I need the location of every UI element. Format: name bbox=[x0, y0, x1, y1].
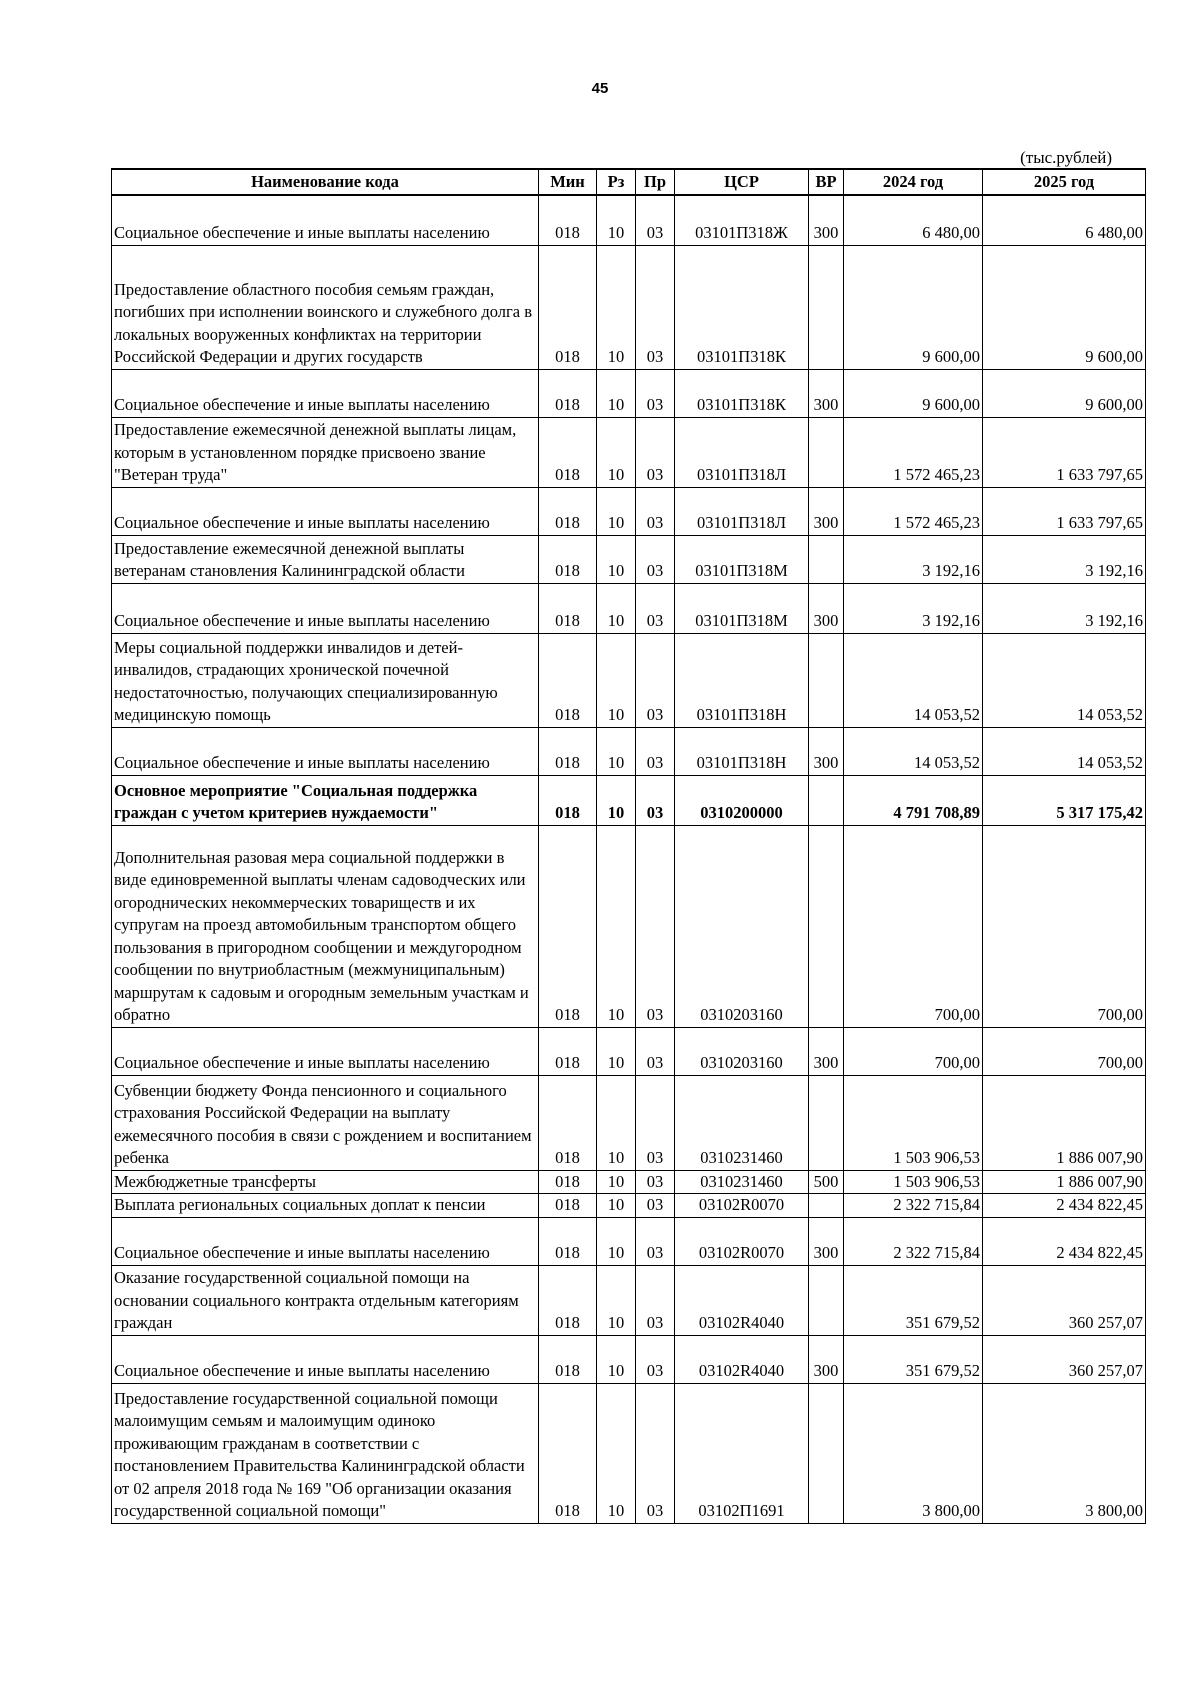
table-row bbox=[112, 535, 1146, 583]
cell-pr: 03 bbox=[636, 417, 675, 487]
cell-vr: 300 bbox=[809, 727, 844, 775]
cell-2025: 14 053,52 bbox=[983, 633, 1146, 727]
cell-vr: 300 bbox=[809, 195, 844, 245]
cell-vr bbox=[809, 775, 844, 825]
cell-min: 018 bbox=[539, 1170, 597, 1194]
cell-pr: 03 bbox=[636, 1383, 675, 1523]
cell-2024: 2 322 715,84 bbox=[844, 1217, 983, 1265]
cell-name: Предоставление государственной социальной помощи малоимущим семьям и малоимущим одиноко проживающим гражданам в соответствии с постановлением Правительства Калининградской области от 02 апреля 2018 года № 169 "Об организации оказания государственной социальной помощи" bbox=[112, 1383, 539, 1523]
cell-name: Социальное обеспечение и иные выплаты населению bbox=[112, 1027, 539, 1075]
cell-2024: 1 503 906,53 bbox=[844, 1170, 983, 1194]
cell-name: Оказание государственной социальной помощи на основании социального контракта отдельным категориям граждан bbox=[112, 1265, 539, 1335]
cell-vr bbox=[809, 535, 844, 583]
cell-csr: 03102R4040 bbox=[675, 1265, 809, 1335]
cell-csr: 03101П318Н bbox=[675, 727, 809, 775]
cell-vr bbox=[809, 417, 844, 487]
table-row bbox=[112, 487, 1146, 535]
cell-2025: 3 800,00 bbox=[983, 1383, 1146, 1523]
header-vr: ВР bbox=[809, 169, 844, 195]
cell-2024: 6 480,00 bbox=[844, 195, 983, 245]
cell-vr bbox=[809, 825, 844, 1027]
cell-vr: 300 bbox=[809, 369, 844, 417]
cell-name: Предоставление областного пособия семьям граждан, погибших при исполнении воинского и служебного долга в локальных вооруженных конфликтах на территории Российской Федерации и других государств bbox=[112, 245, 539, 369]
cell-rz: 10 bbox=[597, 727, 636, 775]
cell-pr: 03 bbox=[636, 727, 675, 775]
cell-2024: 9 600,00 bbox=[844, 245, 983, 369]
cell-csr: 03102П1691 bbox=[675, 1383, 809, 1523]
cell-2025: 6 480,00 bbox=[983, 195, 1146, 245]
cell-vr bbox=[809, 245, 844, 369]
cell-pr: 03 bbox=[636, 195, 675, 245]
cell-rz: 10 bbox=[597, 535, 636, 583]
cell-2025: 2 434 822,45 bbox=[983, 1194, 1146, 1218]
cell-rz: 10 bbox=[597, 1075, 636, 1170]
cell-csr: 03101П318Л bbox=[675, 417, 809, 487]
cell-pr: 03 bbox=[636, 775, 675, 825]
cell-vr bbox=[809, 633, 844, 727]
table-row bbox=[112, 1027, 1146, 1075]
cell-vr: 300 bbox=[809, 1027, 844, 1075]
cell-pr: 03 bbox=[636, 245, 675, 369]
cell-min: 018 bbox=[539, 1194, 597, 1218]
cell-min: 018 bbox=[539, 583, 597, 633]
cell-pr: 03 bbox=[636, 487, 675, 535]
cell-min: 018 bbox=[539, 727, 597, 775]
cell-vr bbox=[809, 1383, 844, 1523]
header-2024: 2024 год bbox=[844, 169, 983, 195]
table-row bbox=[112, 775, 1146, 825]
cell-2024: 3 192,16 bbox=[844, 583, 983, 633]
cell-2025: 5 317 175,42 bbox=[983, 775, 1146, 825]
cell-min: 018 bbox=[539, 1335, 597, 1383]
table-row bbox=[112, 583, 1146, 633]
cell-min: 018 bbox=[539, 245, 597, 369]
table-row bbox=[112, 417, 1146, 487]
cell-min: 018 bbox=[539, 1265, 597, 1335]
cell-rz: 10 bbox=[597, 1194, 636, 1218]
cell-rz: 10 bbox=[597, 633, 636, 727]
cell-pr: 03 bbox=[636, 1217, 675, 1265]
table-row bbox=[112, 1217, 1146, 1265]
cell-2024: 14 053,52 bbox=[844, 633, 983, 727]
cell-pr: 03 bbox=[636, 583, 675, 633]
cell-2025: 700,00 bbox=[983, 825, 1146, 1027]
cell-name: Социальное обеспечение и иные выплаты населению bbox=[112, 583, 539, 633]
cell-2024: 9 600,00 bbox=[844, 369, 983, 417]
cell-vr: 300 bbox=[809, 1335, 844, 1383]
cell-vr: 500 bbox=[809, 1170, 844, 1194]
cell-2025: 2 434 822,45 bbox=[983, 1217, 1146, 1265]
cell-name: Социальное обеспечение и иные выплаты населению bbox=[112, 727, 539, 775]
cell-pr: 03 bbox=[636, 1194, 675, 1218]
cell-rz: 10 bbox=[597, 245, 636, 369]
cell-min: 018 bbox=[539, 417, 597, 487]
cell-name: Социальное обеспечение и иные выплаты населению bbox=[112, 1335, 539, 1383]
table-row bbox=[112, 1265, 1146, 1335]
cell-csr: 03101П318М bbox=[675, 583, 809, 633]
table-row bbox=[112, 245, 1146, 369]
table-header-row bbox=[112, 169, 1146, 195]
cell-pr: 03 bbox=[636, 825, 675, 1027]
table-row bbox=[112, 1383, 1146, 1523]
cell-vr bbox=[809, 1075, 844, 1170]
table-row bbox=[112, 727, 1146, 775]
cell-rz: 10 bbox=[597, 1217, 636, 1265]
cell-min: 018 bbox=[539, 487, 597, 535]
cell-min: 018 bbox=[539, 633, 597, 727]
cell-csr: 03102R4040 bbox=[675, 1335, 809, 1383]
cell-2024: 700,00 bbox=[844, 825, 983, 1027]
cell-min: 018 bbox=[539, 1027, 597, 1075]
cell-csr: 03101П318М bbox=[675, 535, 809, 583]
cell-csr: 03101П318Н bbox=[675, 633, 809, 727]
cell-2024: 3 800,00 bbox=[844, 1383, 983, 1523]
cell-name: Дополнительная разовая мера социальной поддержки в виде единовременной выплаты членам садоводческих или огороднических некоммерческих товариществ и их супругам на проезд автомобильным транспортом общего пользования в пригородном сообщении и междугородном сообщении по внутриобластным (межмуниципальным) маршрутам к садовым и огородным земельным участкам и обратно bbox=[112, 825, 539, 1027]
budget-table bbox=[111, 168, 1146, 1524]
cell-csr: 0310203160 bbox=[675, 825, 809, 1027]
cell-name: Социальное обеспечение и иные выплаты населению bbox=[112, 369, 539, 417]
cell-name: Выплата региональных социальных доплат к пенсии bbox=[112, 1194, 539, 1218]
cell-name: Социальное обеспечение и иные выплаты населению bbox=[112, 195, 539, 245]
units-label: (тыс.рублей) bbox=[1020, 148, 1112, 167]
cell-vr bbox=[809, 1265, 844, 1335]
cell-name: Основное мероприятие "Социальная поддержка граждан с учетом критериев нуждаемости" bbox=[112, 775, 539, 825]
cell-rz: 10 bbox=[597, 775, 636, 825]
cell-rz: 10 bbox=[597, 1383, 636, 1523]
cell-2025: 700,00 bbox=[983, 1027, 1146, 1075]
table-row bbox=[112, 1075, 1146, 1170]
cell-min: 018 bbox=[539, 825, 597, 1027]
cell-name: Меры социальной поддержки инвалидов и детей-инвалидов, страдающих хронической почечной недостаточностью, получающих специализированную медицинскую помощь bbox=[112, 633, 539, 727]
cell-rz: 10 bbox=[597, 369, 636, 417]
cell-vr bbox=[809, 1194, 844, 1218]
cell-2024: 1 503 906,53 bbox=[844, 1075, 983, 1170]
cell-min: 018 bbox=[539, 1383, 597, 1523]
cell-2024: 351 679,52 bbox=[844, 1265, 983, 1335]
cell-csr: 03101П318Ж bbox=[675, 195, 809, 245]
cell-rz: 10 bbox=[597, 1170, 636, 1194]
cell-2024: 700,00 bbox=[844, 1027, 983, 1075]
cell-2025: 360 257,07 bbox=[983, 1265, 1146, 1335]
cell-min: 018 bbox=[539, 1075, 597, 1170]
cell-rz: 10 bbox=[597, 195, 636, 245]
cell-name: Межбюджетные трансферты bbox=[112, 1170, 539, 1194]
cell-2024: 1 572 465,23 bbox=[844, 417, 983, 487]
cell-min: 018 bbox=[539, 535, 597, 583]
header-name: Наименование кода bbox=[112, 169, 539, 195]
cell-csr: 03101П318К bbox=[675, 369, 809, 417]
cell-min: 018 bbox=[539, 775, 597, 825]
table-body bbox=[112, 195, 1146, 1523]
cell-csr: 0310200000 bbox=[675, 775, 809, 825]
cell-name: Социальное обеспечение и иные выплаты населению bbox=[112, 487, 539, 535]
cell-rz: 10 bbox=[597, 583, 636, 633]
cell-rz: 10 bbox=[597, 1027, 636, 1075]
table-row bbox=[112, 1194, 1146, 1218]
header-pr: Пр bbox=[636, 169, 675, 195]
cell-rz: 10 bbox=[597, 1335, 636, 1383]
header-csr: ЦСР bbox=[675, 169, 809, 195]
cell-csr: 03102R0070 bbox=[675, 1217, 809, 1265]
cell-name: Предоставление ежемесячной денежной выплаты лицам, которым в установленном порядке присвоено звание "Ветеран труда" bbox=[112, 417, 539, 487]
cell-rz: 10 bbox=[597, 487, 636, 535]
header-2025: 2025 год bbox=[983, 169, 1146, 195]
cell-2024: 4 791 708,89 bbox=[844, 775, 983, 825]
cell-csr: 0310231460 bbox=[675, 1075, 809, 1170]
cell-pr: 03 bbox=[636, 1027, 675, 1075]
cell-2024: 351 679,52 bbox=[844, 1335, 983, 1383]
cell-pr: 03 bbox=[636, 633, 675, 727]
cell-csr: 03101П318Л bbox=[675, 487, 809, 535]
table-row bbox=[112, 825, 1146, 1027]
cell-csr: 03102R0070 bbox=[675, 1194, 809, 1218]
cell-vr: 300 bbox=[809, 487, 844, 535]
cell-2025: 1 633 797,65 bbox=[983, 417, 1146, 487]
table-row bbox=[112, 1335, 1146, 1383]
cell-name: Субвенции бюджету Фонда пенсионного и социального страхования Российской Федерации на выплату ежемесячного пособия в связи с рождением и воспитанием ребенка bbox=[112, 1075, 539, 1170]
cell-2025: 14 053,52 bbox=[983, 727, 1146, 775]
cell-2024: 1 572 465,23 bbox=[844, 487, 983, 535]
cell-rz: 10 bbox=[597, 417, 636, 487]
cell-vr: 300 bbox=[809, 1217, 844, 1265]
cell-pr: 03 bbox=[636, 1075, 675, 1170]
cell-csr: 03101П318К bbox=[675, 245, 809, 369]
cell-min: 018 bbox=[539, 195, 597, 245]
cell-min: 018 bbox=[539, 369, 597, 417]
cell-csr: 0310203160 bbox=[675, 1027, 809, 1075]
cell-2024: 2 322 715,84 bbox=[844, 1194, 983, 1218]
header-rz: Рз bbox=[597, 169, 636, 195]
table-row bbox=[112, 195, 1146, 245]
cell-pr: 03 bbox=[636, 1170, 675, 1194]
cell-rz: 10 bbox=[597, 1265, 636, 1335]
cell-2025: 360 257,07 bbox=[983, 1335, 1146, 1383]
cell-2024: 3 192,16 bbox=[844, 535, 983, 583]
cell-pr: 03 bbox=[636, 535, 675, 583]
cell-rz: 10 bbox=[597, 825, 636, 1027]
cell-2025: 9 600,00 bbox=[983, 245, 1146, 369]
page-number: 45 bbox=[591, 80, 609, 97]
cell-2025: 1 886 007,90 bbox=[983, 1075, 1146, 1170]
cell-pr: 03 bbox=[636, 369, 675, 417]
cell-name: Предоставление ежемесячной денежной выплаты ветеранам становления Калининградской области bbox=[112, 535, 539, 583]
cell-2025: 3 192,16 bbox=[983, 583, 1146, 633]
cell-pr: 03 bbox=[636, 1335, 675, 1383]
cell-vr: 300 bbox=[809, 583, 844, 633]
cell-2025: 3 192,16 bbox=[983, 535, 1146, 583]
table-row bbox=[112, 369, 1146, 417]
cell-min: 018 bbox=[539, 1217, 597, 1265]
table-row bbox=[112, 1170, 1146, 1194]
table-row bbox=[112, 633, 1146, 727]
cell-name: Социальное обеспечение и иные выплаты населению bbox=[112, 1217, 539, 1265]
cell-csr: 0310231460 bbox=[675, 1170, 809, 1194]
cell-2024: 14 053,52 bbox=[844, 727, 983, 775]
cell-2025: 1 886 007,90 bbox=[983, 1170, 1146, 1194]
cell-2025: 9 600,00 bbox=[983, 369, 1146, 417]
cell-pr: 03 bbox=[636, 1265, 675, 1335]
cell-2025: 1 633 797,65 bbox=[983, 487, 1146, 535]
header-min: Мин bbox=[539, 169, 597, 195]
